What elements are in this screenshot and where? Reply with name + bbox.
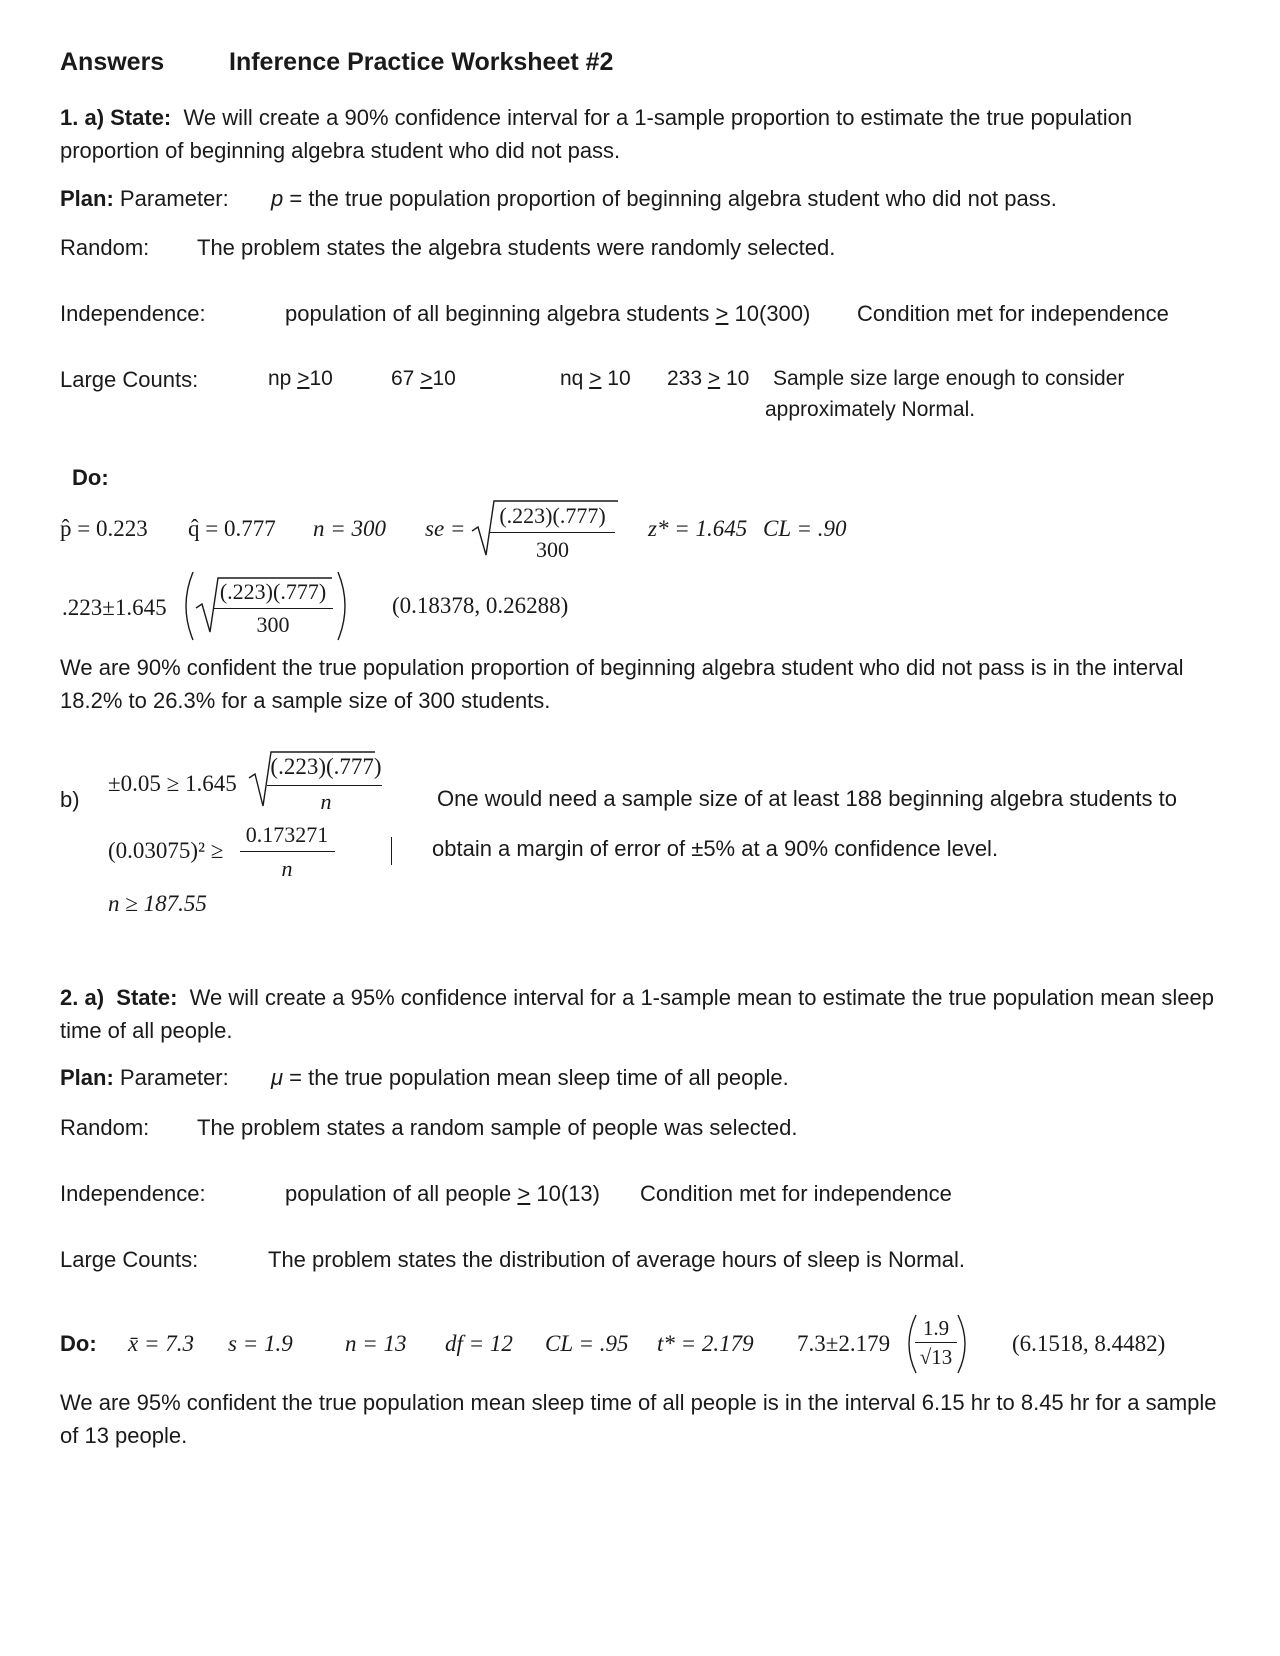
- q1-plan-label: Plan:: [60, 186, 114, 211]
- q2-parameter-label: Parameter:: [119, 1065, 229, 1090]
- q1-zstar: z* = 1.645: [648, 516, 748, 541]
- nq-calc-value: 10: [720, 367, 750, 390]
- right-paren: [334, 570, 354, 642]
- ge-symbol: >: [420, 367, 433, 390]
- q1-n: n = 300: [313, 516, 387, 541]
- q1-independence-text-a: population of all beginning algebra students: [285, 301, 716, 326]
- np-value: 10: [309, 367, 333, 390]
- q2-do-label: Do:: [60, 1331, 97, 1356]
- np-calc-value: 10: [432, 367, 456, 390]
- answers-label: Answers: [60, 48, 165, 76]
- q2-state-text: We will create a 95% confidence interval for a 1-sample mean to estimate the true population mean sleep time of all people.: [60, 985, 1214, 1043]
- q1-b-answer-2: obtain a margin of error of ±5% at a 90% confidence level.: [432, 836, 999, 861]
- q1-np-calc: [391, 367, 456, 391]
- q2-parameter: [271, 1065, 789, 1091]
- q2-large-counts-text: The problem states the distribution of average hours of sleep is Normal.: [268, 1247, 966, 1272]
- q2-plan: [60, 1065, 229, 1091]
- q2-large-counts-label: Large Counts:: [60, 1247, 199, 1272]
- divider: [391, 837, 392, 865]
- q2-ci-result: (6.1518, 8.4482): [1012, 1331, 1166, 1356]
- q2-independence-label: Independence:: [60, 1181, 206, 1206]
- q1-ci-denominator: 300: [256, 612, 290, 637]
- q2-independence-text: [285, 1181, 600, 1207]
- q2-df: df = 12: [445, 1331, 513, 1356]
- nq-calc: 233: [667, 367, 708, 390]
- q2-state-word: State:: [116, 985, 178, 1010]
- q1-ci-numerator: (.223)(.777): [219, 579, 327, 604]
- fraction-bar: [213, 608, 333, 609]
- q1-state-label: 1. a) State:: [60, 105, 172, 130]
- q1-state-text: We will create a 90% confidence interval for a 1-sample proportion to estimate the true population proportion of beginning algebra student who did not pass.: [60, 105, 1133, 163]
- q1-se-label: se =: [425, 516, 466, 541]
- q1-b-line2-denominator: n: [281, 856, 293, 881]
- q1-b-line3: n ≥ 187.55: [108, 891, 207, 916]
- q1-parameter-label: Parameter:: [119, 186, 229, 211]
- q1-do-label: Do:: [72, 465, 109, 490]
- q1-large-counts-label: Large Counts:: [60, 367, 199, 392]
- q2-conclusion: We are 95% confident the true population mean sleep time of all people is in the interval 6.15 hr to 8.45 hr for a sample of 13 people.: [60, 1390, 1217, 1448]
- fraction-bar: [490, 532, 615, 533]
- q1-independence-met: Condition met for independence: [857, 301, 1169, 326]
- q2-parameter-symbol: μ: [271, 1065, 284, 1090]
- np-label: np: [268, 367, 298, 390]
- q1-random-label: Random:: [60, 235, 150, 260]
- ge-symbol: >: [517, 1181, 531, 1206]
- q1-ci-prefix: .223±1.645: [62, 595, 167, 620]
- fraction-bar: [915, 1342, 957, 1343]
- q1-large-note-1: Sample size large enough to consider: [773, 367, 1125, 390]
- q1-state: [60, 101, 1220, 167]
- q2-ci-prefix: 7.3±2.179: [797, 1331, 891, 1356]
- fraction-bar: [240, 851, 335, 852]
- q1-se-numerator: (.223)(.777): [499, 503, 606, 528]
- nq-value: 10: [601, 367, 631, 390]
- q1-independence-text: [285, 301, 810, 327]
- q1-b-line1-numerator: (.223)(.777): [270, 754, 382, 779]
- q1-qhat: q̂ = 0.777: [188, 516, 276, 541]
- q1-plan: [60, 186, 229, 212]
- right-paren: [954, 1313, 974, 1375]
- fraction-bar: [267, 785, 382, 786]
- q2-independence-met: Condition met for independence: [640, 1181, 952, 1206]
- q1-se-denominator: 300: [536, 537, 569, 562]
- q2-cl: CL = .95: [545, 1331, 629, 1356]
- ge-symbol: >: [589, 367, 602, 390]
- q1-np: [268, 367, 333, 391]
- q1-independence-label: Independence:: [60, 301, 206, 326]
- q2-random-label: Random:: [60, 1115, 150, 1140]
- q1-nq: [560, 367, 631, 391]
- q1-large-note-2: approximately Normal.: [765, 398, 976, 421]
- ge-symbol: >: [297, 367, 310, 390]
- q2-plan-label: Plan:: [60, 1065, 114, 1090]
- q1-parameter-symbol: p: [271, 186, 284, 211]
- q2-parameter-text: = the true population mean sleep time of all people.: [283, 1065, 789, 1090]
- q1-b-answer-1: One would need a sample size of at least 188 beginning algebra students to: [437, 786, 1177, 811]
- q2-ci-denominator: √13: [919, 1345, 953, 1369]
- ge-symbol: >: [707, 367, 721, 390]
- np-calc: 67: [391, 367, 421, 390]
- q1-cl: CL = .90: [763, 516, 847, 541]
- q2-state: [60, 981, 1220, 1047]
- q1-random-text: The problem states the algebra students were randomly selected.: [197, 235, 836, 260]
- q1-ci-result: (0.18378, 0.26288): [392, 593, 569, 618]
- q1-b-line1-denominator: n: [320, 789, 332, 814]
- q1-phat: p̂ = 0.223: [60, 516, 148, 541]
- q1-independence-text-b: 10(300): [728, 301, 811, 326]
- q1-nq-calc: [667, 367, 749, 391]
- q1-b-line2-prefix: (0.03075)² ≥: [108, 838, 224, 863]
- q2-state-label: 2. a): [60, 985, 105, 1010]
- page-title: Inference Practice Worksheet #2: [229, 48, 614, 76]
- q1-b-line2-numerator: 0.173271: [245, 822, 329, 847]
- q1-parameter-text: = the true population proportion of beginning algebra student who did not pass.: [283, 186, 1057, 211]
- q1-b-line1-prefix: ±0.05 ≥ 1.645: [108, 771, 237, 796]
- ge-symbol: >: [715, 301, 729, 326]
- q2-xbar: x̄ = 7.3: [128, 1331, 194, 1356]
- q2-random-text: The problem states a random sample of people was selected.: [197, 1115, 798, 1140]
- q1-parameter: [271, 186, 1057, 212]
- q2-s: s = 1.9: [228, 1331, 293, 1356]
- q2-independence-text-a: population of all people: [285, 1181, 518, 1206]
- q1-b-label: b): [60, 787, 80, 812]
- q2-ci-numerator: 1.9: [922, 1316, 950, 1340]
- q2-independence-text-b: 10(13): [530, 1181, 600, 1206]
- q2-tstar: t* = 2.179: [657, 1331, 754, 1356]
- nq-label: nq: [560, 367, 590, 390]
- q2-n: n = 13: [345, 1331, 407, 1356]
- q1-conclusion: We are 90% confident the true population proportion of beginning algebra student who did not pass is in the interval 18.2% to 26.3% for a sample size of 300 students.: [60, 655, 1184, 713]
